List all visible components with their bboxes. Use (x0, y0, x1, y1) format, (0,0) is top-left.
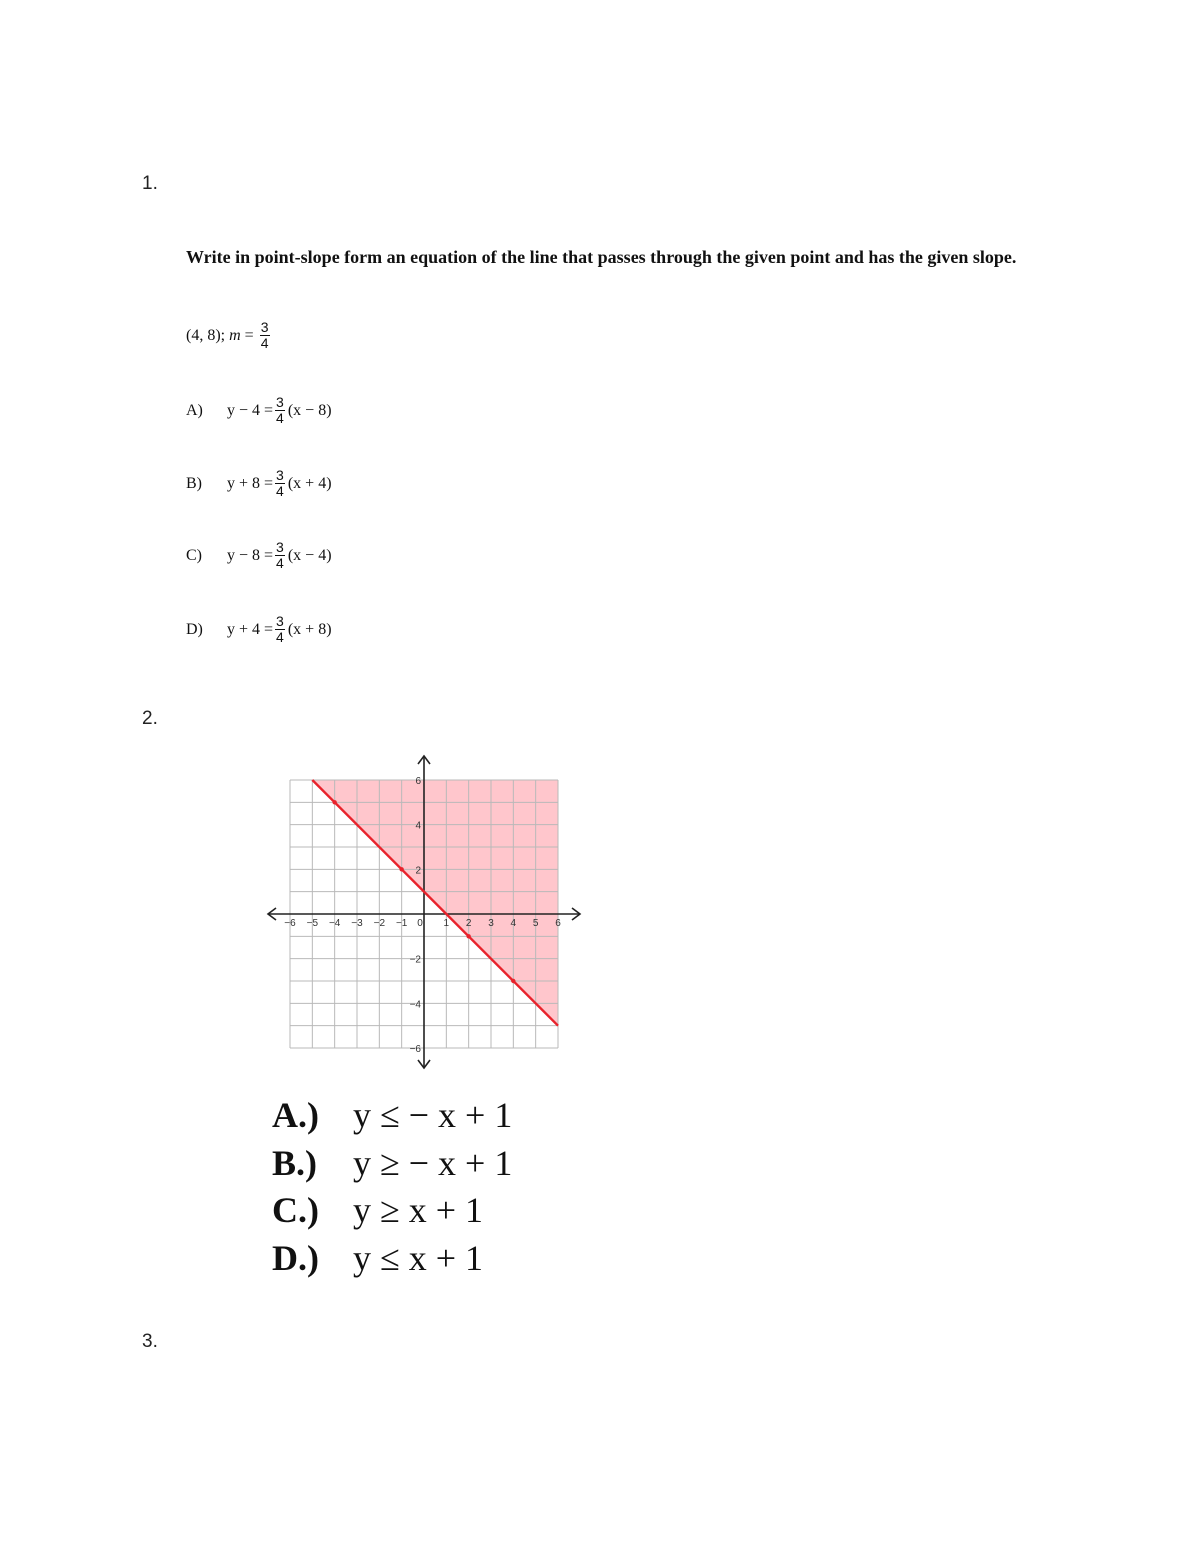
choice-lhs: y + 8 = (227, 474, 274, 492)
q1-choice-b[interactable] (186, 468, 332, 499)
q1-choice-a[interactable] (186, 395, 332, 426)
question-number-1: 1. (142, 173, 158, 194)
x-tick-label: 5 (532, 918, 539, 929)
choice-label: B) (186, 474, 202, 492)
choice-fraction (275, 540, 285, 571)
question-number-3: 3. (142, 1331, 158, 1352)
x-tick-label: 1 (443, 918, 450, 929)
line-point (332, 800, 336, 804)
y-tick-label: 2 (415, 865, 421, 877)
fraction-denominator: 4 (276, 555, 284, 571)
choice-rhs: (x + 8) (287, 620, 332, 638)
x-tick-label: 4 (510, 918, 517, 929)
q2-choice-a[interactable] (272, 1095, 512, 1135)
choice-label: A) (186, 401, 203, 419)
inequality-graph (260, 748, 590, 1078)
given-point: (4, 8); (186, 326, 230, 344)
x-tick-label: −1 (395, 918, 408, 929)
choice-label: C.) (272, 1190, 319, 1230)
y-tick-label: −2 (409, 954, 421, 966)
choice-label: A.) (272, 1095, 319, 1135)
q2-choice-b[interactable] (272, 1143, 512, 1183)
fraction-denominator: 4 (276, 483, 284, 499)
q2-choice-c[interactable] (272, 1190, 483, 1230)
fraction-denominator: 4 (276, 629, 284, 645)
x-tick-label: −5 (306, 918, 319, 929)
choice-inequality: y ≤ − x + 1 (353, 1095, 513, 1135)
x-tick-label: −2 (373, 918, 386, 929)
choice-label: D) (186, 620, 203, 638)
q2-choice-d[interactable] (272, 1238, 483, 1278)
choice-lhs: y − 8 = (227, 546, 274, 564)
slope-numerator: 3 (260, 319, 269, 335)
choice-lhs: y − 4 = (227, 401, 274, 419)
fraction-numerator: 3 (276, 539, 284, 555)
choice-inequality: y ≤ x + 1 (353, 1238, 484, 1278)
question-1-prompt: Write in point-slope form an equation of the line that passes through the given point and has the given slope. (186, 247, 1017, 267)
equals-sign: = (240, 326, 258, 344)
y-tick-label: −4 (409, 999, 421, 1011)
q1-choice-d[interactable] (186, 614, 332, 645)
choice-lhs: y + 4 = (227, 620, 274, 638)
x-tick-label: 3 (488, 918, 494, 929)
choice-fraction (275, 614, 285, 645)
q1-choice-c[interactable] (186, 540, 332, 571)
choice-fraction (275, 468, 285, 499)
choice-fraction (275, 395, 285, 426)
question-number-2: 2. (142, 708, 158, 729)
choice-inequality: y ≥ x + 1 (353, 1190, 484, 1230)
choice-label: B.) (272, 1143, 317, 1183)
choice-rhs: (x + 4) (287, 474, 332, 492)
x-tick-label: −6 (284, 918, 296, 929)
x-tick-label: 2 (465, 918, 472, 929)
x-tick-label: −4 (328, 918, 341, 929)
line-point (511, 979, 515, 983)
choice-label: D.) (272, 1238, 319, 1278)
choice-label: C) (186, 546, 202, 564)
choice-inequality: y ≥ − x + 1 (353, 1143, 513, 1183)
y-tick-label: −6 (409, 1044, 421, 1055)
fraction-denominator: 4 (276, 410, 284, 426)
line-point (399, 867, 403, 871)
x-tick-label: 0 (417, 918, 423, 929)
slope-fraction (260, 320, 270, 351)
fraction-numerator: 3 (276, 394, 284, 410)
slope-variable: m (229, 326, 241, 344)
y-tick-label: 6 (415, 776, 421, 787)
slope-denominator: 4 (260, 335, 269, 351)
choice-rhs: (x − 8) (287, 401, 332, 419)
line-point (466, 934, 470, 938)
choice-rhs: (x − 4) (287, 546, 332, 564)
fraction-numerator: 3 (276, 467, 284, 483)
given-point-and-slope (186, 320, 273, 351)
x-tick-label: −3 (351, 918, 363, 929)
fraction-numerator: 3 (276, 613, 284, 629)
y-tick-label: 4 (415, 820, 421, 832)
x-tick-label: 6 (555, 918, 561, 929)
